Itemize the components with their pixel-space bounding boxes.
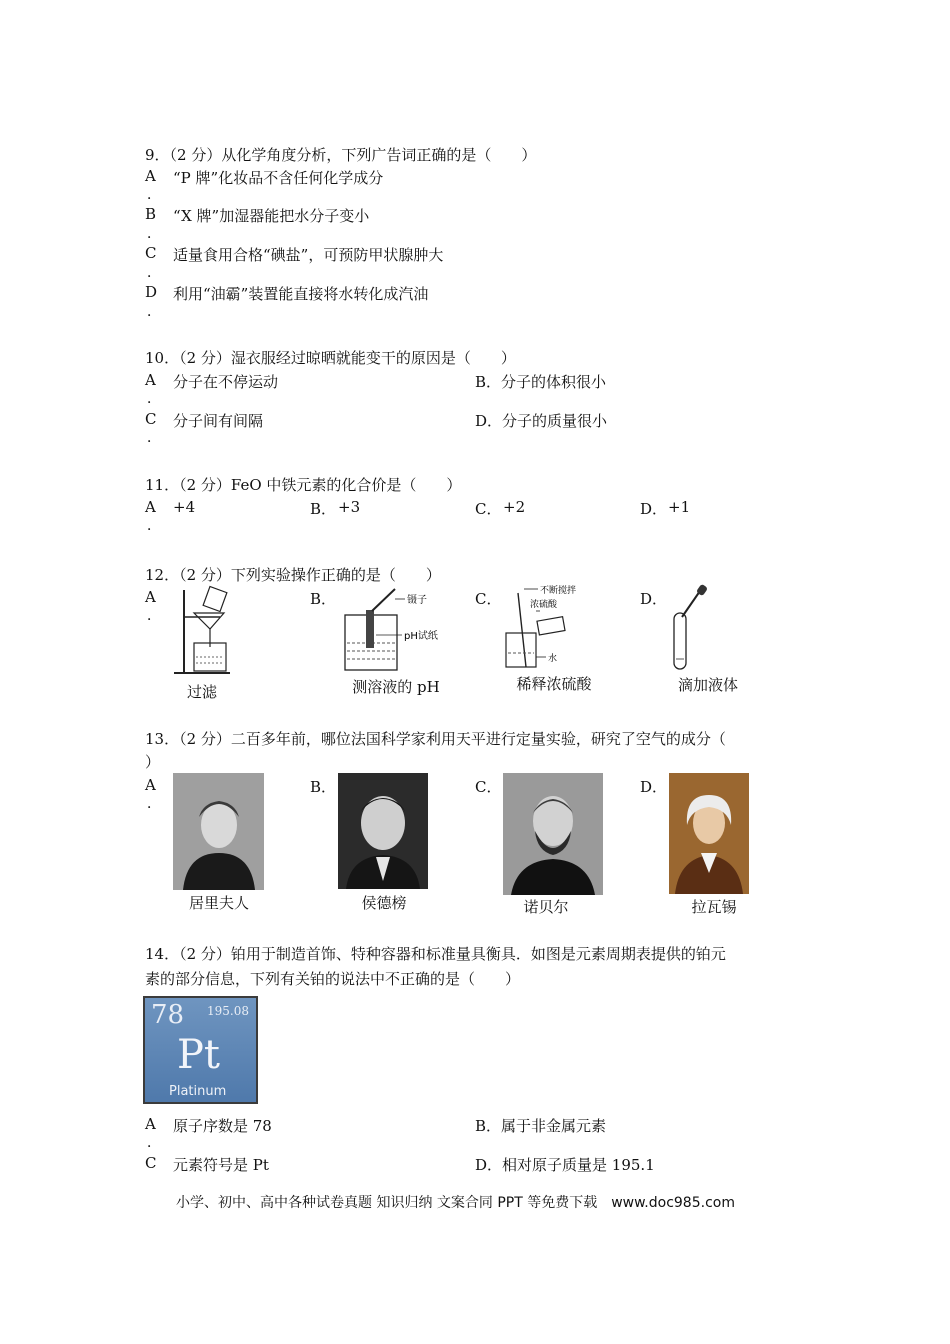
portrait-lavoisier <box>669 773 749 894</box>
q14-b-text: B．属于非金属元素 <box>475 1117 607 1135</box>
q12-d-letter: D． <box>640 590 668 608</box>
q14-c-text: 元素符号是 Pt <box>173 1156 269 1174</box>
q13-a-caption: 居里夫人 <box>188 894 249 912</box>
element-symbol: Pt <box>177 1032 220 1078</box>
q10-b-text: B．分子的体积很小 <box>475 373 607 391</box>
q11-d-letter: D． <box>640 500 668 518</box>
stir-label: 不断搅拌 <box>540 586 577 596</box>
q12-b-letter: B． <box>310 590 337 608</box>
q10-a-dot: ． <box>147 391 161 407</box>
q9-c-text: 适量食用合格“碘盐”，可预防甲状腺肿大 <box>173 246 444 264</box>
q10-d-text: D．分子的质量很小 <box>475 412 608 430</box>
q13-d-letter: D． <box>640 778 668 796</box>
q9-stem: 9．（2 分）从化学角度分析，下列广告词正确的是（ ） <box>145 146 537 164</box>
q10-a-text: 分子在不停运动 <box>173 373 279 391</box>
q13-c-caption: 诺贝尔 <box>523 898 569 916</box>
q14-d-text: D．相对原子质量是 195.1 <box>475 1156 655 1174</box>
water-label: 水 <box>548 654 558 664</box>
q14-stem-line1: 14．（2 分）铂用于制造首饰、特种容器和标准量具衡具．如图是元素周期表提供的铂元 <box>145 945 726 963</box>
q9-a-letter: A <box>145 167 156 185</box>
q13-stem: 13．（2 分）二百多年前，哪位法国科学家利用天平进行定量实验，研究了空气的成分（ <box>145 730 726 748</box>
q9-d-dot: ． <box>147 304 161 320</box>
q11-c-letter: C． <box>475 500 502 518</box>
q11-a-letter: A <box>145 498 156 516</box>
q11-stem: 11．（2 分）FeO 中铁元素的化合价是（ ） <box>145 476 462 494</box>
q9-a-text: “P 牌”化妆品不含任何化学成分 <box>173 169 384 187</box>
q13-stem-end: ） <box>145 753 161 771</box>
q13-b-letter: B． <box>310 778 337 796</box>
filtration-figure <box>170 585 245 680</box>
ph-figure <box>340 585 460 675</box>
q14-a-letter: A <box>145 1115 156 1133</box>
q14-a-text: 原子序数是 78 <box>173 1117 272 1135</box>
q14-stem-line2: 素的部分信息，下列有关铂的说法中不正确的是（ ） <box>145 970 521 988</box>
q9-a-dot: ． <box>147 187 161 203</box>
q10-stem: 10．（2 分）湿衣服经过晾晒就能变干的原因是（ ） <box>145 349 516 367</box>
q14-a-dot: ． <box>147 1135 161 1151</box>
portrait-nobel <box>503 773 603 895</box>
q13-c-letter: C． <box>475 778 502 796</box>
q12-d-caption: 滴加液体 <box>677 676 738 694</box>
q13-b-caption: 侯德榜 <box>361 894 407 912</box>
ph-paper-label: pH试纸 <box>404 631 438 642</box>
q10-c-dot: ． <box>147 430 161 446</box>
q9-d-letter: D <box>145 283 158 301</box>
q11-b-letter: B． <box>310 500 337 518</box>
dropper-figure <box>660 583 730 673</box>
tweezers-label: 镊子 <box>407 595 427 606</box>
atomic-mass: 195.08 <box>207 1004 249 1018</box>
q9-c-letter: C <box>145 244 157 262</box>
q9-b-dot: ． <box>147 226 161 242</box>
q12-c-caption: 稀释浓硫酸 <box>516 675 592 693</box>
q9-d-text: 利用“油霸”装置能直接将水转化成汽油 <box>173 285 429 303</box>
q13-a-dot: ． <box>147 796 161 812</box>
q12-c-letter: C． <box>475 590 502 608</box>
dilution-figure <box>500 583 620 673</box>
q14-c-letter: C <box>145 1154 157 1172</box>
q10-c-text: 分子间有间隔 <box>173 412 264 430</box>
q11-d-text: +1 <box>668 498 691 516</box>
q10-c-letter: C <box>145 410 157 428</box>
q9-c-dot: ． <box>147 265 161 281</box>
q11-c-text: +2 <box>503 498 526 516</box>
q9-b-letter: B <box>145 205 157 223</box>
q11-a-dot: ． <box>147 518 161 534</box>
q12-a-letter: A <box>145 588 156 606</box>
q11-a-text: +4 <box>173 498 196 516</box>
q13-a-letter: A <box>145 776 156 794</box>
q12-stem: 12．（2 分）下列实验操作正确的是（ ） <box>145 566 441 584</box>
portrait-curie <box>173 773 264 890</box>
portrait-hou <box>338 773 428 889</box>
q12-a-caption: 过滤 <box>186 683 217 701</box>
q13-d-caption: 拉瓦锡 <box>691 898 737 916</box>
q12-a-dot: ． <box>147 608 161 624</box>
atomic-number: 78 <box>151 1000 185 1030</box>
q11-b-text: +3 <box>338 498 361 516</box>
element-name: Platinum <box>169 1084 227 1099</box>
acid-label: 浓硫酸 <box>530 600 558 610</box>
q12-b-caption: 测溶液的 pH <box>352 678 440 696</box>
footer-text: 小学、初中、高中各种试卷真题 知识归纳 文案合同 PPT 等免费下载 www.doc985.com <box>176 1195 735 1211</box>
platinum-element-card <box>143 996 258 1104</box>
q10-a-letter: A <box>145 371 156 389</box>
q9-b-text: “X 牌”加湿器能把水分子变小 <box>173 207 370 225</box>
